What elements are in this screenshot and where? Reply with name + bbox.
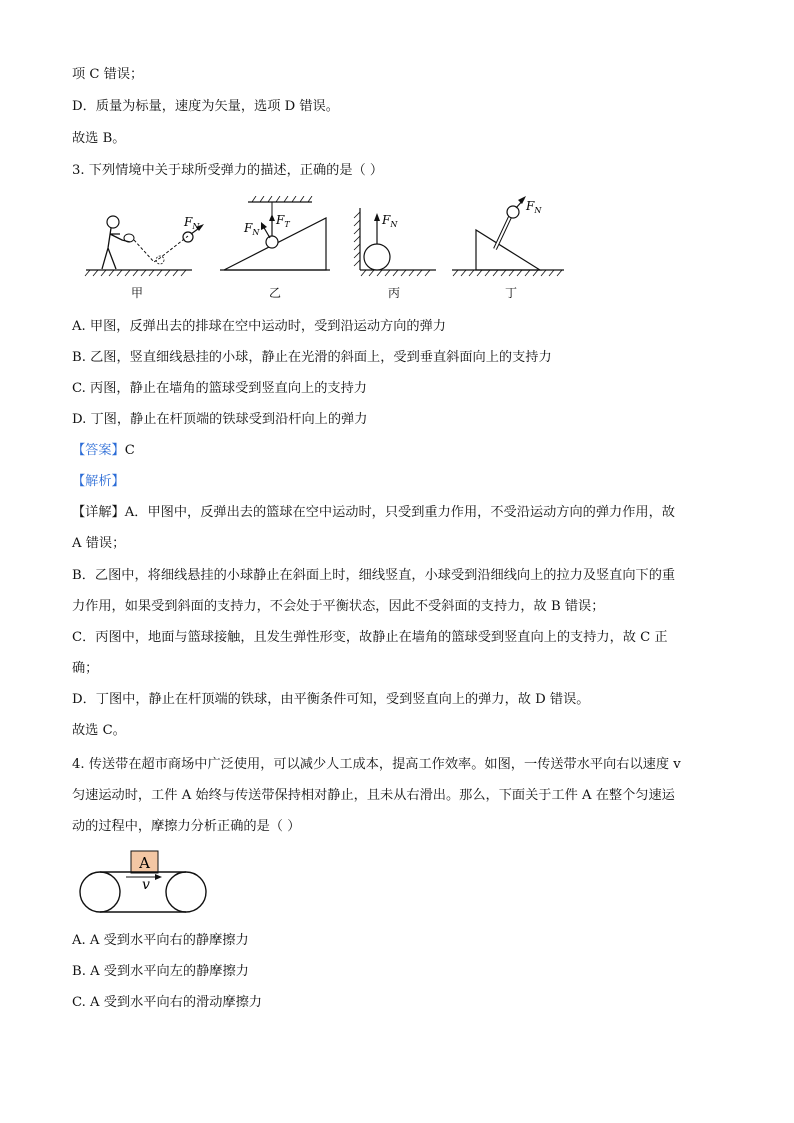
conveyor-figure — [76, 848, 216, 918]
q3-detail-line-5: C．丙图中，地面与篮球接触，且发生弹性形变，故静止在墙角的篮球受到竖直向上的支持力，故 C 正 — [72, 630, 668, 645]
q3-option-a: A. 甲图，反弹出去的排球在空中运动时，受到沿运动方向的弹力 — [72, 319, 446, 334]
figure-jia — [85, 215, 204, 276]
q4-option-c: C. A 受到水平向右的滑动摩擦力 — [72, 995, 262, 1010]
q4-stem-line-1: 4. 传送带在超市商场中广泛使用，可以减少人工成本，提高工作效率。如图，一传送带水平向右以速度 v — [72, 757, 681, 772]
q3-detail-line-2: A 错误； — [72, 536, 126, 551]
analysis-label: 【解析】 — [72, 474, 125, 489]
bing-FN-label: $F_N$ — [382, 213, 398, 229]
q3-detail-line-1: 【详解】A．甲图中，反弹出去的篮球在空中运动时，只受到重力作用，不受沿运动方向的弹力作用，故 — [72, 505, 675, 520]
q4-stem-line-2: 匀速运动时，工件 A 始终与传送带保持相对静止，且未从右滑出。那么，下面关于工件 A 在整个匀速运 — [72, 788, 675, 803]
ding-FN-label: $F_N$ — [526, 199, 542, 215]
q4-option-b: B. A 受到水平向左的静摩擦力 — [72, 964, 249, 979]
q4-stem-line-3: 动的过程中，摩擦力分析正确的是（ ） — [72, 819, 301, 834]
prev-line-3: 故选 B。 — [72, 131, 126, 146]
figure-bing — [354, 208, 436, 276]
q3-detail-line-7: D．丁图中，静止在杆顶端的铁球，由平衡条件可知，受到竖直向上的弹力，故 D 错误。 — [72, 692, 590, 707]
q3-detail-line-8: 故选 C。 — [72, 723, 126, 738]
q3-detail-line-4: 力作用，如果受到斜面的支持力，不会处于平衡状态，因此不受斜面的支持力，故 B 错误； — [72, 599, 605, 614]
detail-label: 【详解】 — [72, 505, 125, 520]
caption-bing: 丙 — [388, 286, 401, 300]
velocity-label: v — [142, 877, 150, 893]
prev-line-1: 项 C 错误； — [72, 67, 144, 82]
caption-ding: 丁 — [505, 286, 518, 300]
q3-answer — [72, 442, 135, 460]
q3-option-b: B. 乙图，竖直细线悬挂的小球，静止在光滑的斜面上，受到垂直斜面向上的支持力 — [72, 350, 552, 365]
jia-FN-label: $F_N$ — [184, 215, 200, 231]
q3-stem: 3. 下列情境中关于球所受弹力的描述，正确的是（ ） — [72, 163, 384, 178]
q3-detail-line-6: 确； — [72, 661, 99, 676]
answer-label: 【答案】 — [72, 443, 125, 458]
figure-yi — [220, 196, 330, 270]
answer-value: C — [124, 443, 135, 458]
q3-option-c: C. 丙图，静止在墙角的篮球受到竖直向上的支持力 — [72, 381, 367, 396]
prev-line-2: D．质量为标量，速度为矢量，选项 D 错误。 — [72, 99, 339, 114]
caption-jia: 甲 — [131, 286, 144, 300]
yi-FN-label: $F_N$ — [244, 221, 260, 237]
q4-option-a: A. A 受到水平向右的静摩擦力 — [72, 933, 249, 948]
box-A-label: A — [139, 854, 150, 872]
q3-option-d: D. 丁图，静止在杆顶端的铁球受到沿杆向上的弹力 — [72, 412, 368, 427]
yi-FT-label: $F_T$ — [276, 213, 290, 229]
q3-detail-line-3: B．乙图中，将细线悬挂的小球静止在斜面上时，细线竖直，小球受到沿细线向上的拉力及竖直向下的重 — [72, 568, 676, 583]
caption-yi: 乙 — [269, 286, 282, 300]
figure-ding — [452, 196, 564, 276]
